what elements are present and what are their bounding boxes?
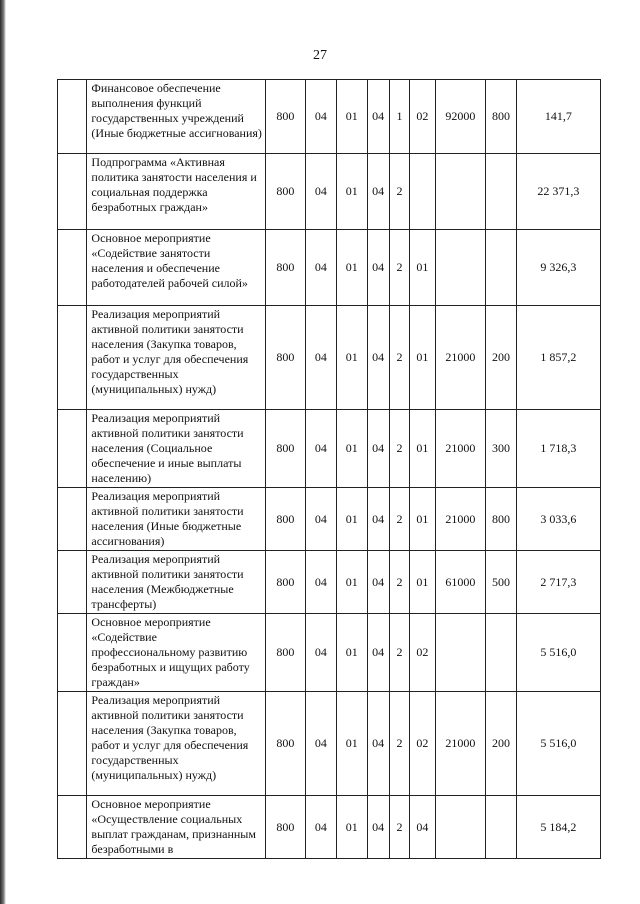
ministry-code: 800 (266, 230, 306, 306)
program-code: 04 (367, 614, 389, 692)
direction-code: 92000 (435, 80, 486, 154)
direction-code (435, 154, 486, 230)
direction-code: 21000 (435, 488, 486, 551)
section-code: 04 (305, 551, 336, 614)
direction-code: 21000 (435, 306, 486, 410)
subsection-code: 01 (337, 154, 367, 230)
amount: 141,7 (516, 80, 600, 154)
item-name: Основное мероприятие «Содействие профессиональному развитию безработных и ищущих работу граждан» (87, 614, 266, 692)
budget-table (57, 79, 601, 859)
item-name: Основное мероприятие «Содействие занятости населения и обеспечение работодателей рабочей силой» (87, 230, 266, 306)
expense-type-code (486, 614, 516, 692)
measure-code: 01 (410, 230, 435, 306)
program-code: 04 (367, 154, 389, 230)
item-name: Основное мероприятие «Осуществление социальных выплат гражданам, признанным безработными в (87, 796, 266, 859)
subsection-code: 01 (337, 796, 367, 859)
subsection-code: 01 (337, 306, 367, 410)
table-row (58, 410, 601, 488)
program-code: 04 (367, 410, 389, 488)
subprogram-code: 2 (389, 488, 409, 551)
subsection-code: 01 (337, 692, 367, 796)
row-indent-cell (58, 796, 87, 859)
program-code: 04 (367, 230, 389, 306)
row-indent-cell (58, 410, 87, 488)
table-row (58, 80, 601, 154)
section-code: 04 (305, 230, 336, 306)
amount: 2 717,3 (516, 551, 600, 614)
item-name: Подпрограмма «Активная политика занятости населения и социальная поддержка безработных граждан» (87, 154, 266, 230)
expense-type-code (486, 230, 516, 306)
subsection-code: 01 (337, 230, 367, 306)
ministry-code: 800 (266, 410, 306, 488)
program-code: 04 (367, 306, 389, 410)
measure-code: 02 (410, 692, 435, 796)
ministry-code: 800 (266, 692, 306, 796)
subsection-code: 01 (337, 614, 367, 692)
expense-type-code: 300 (486, 410, 516, 488)
direction-code: 61000 (435, 551, 486, 614)
amount: 5 516,0 (516, 614, 600, 692)
row-indent-cell (58, 230, 87, 306)
program-code: 04 (367, 488, 389, 551)
table-row (58, 488, 601, 551)
subprogram-code: 2 (389, 614, 409, 692)
row-indent-cell (58, 306, 87, 410)
table-row (58, 796, 601, 859)
row-indent-cell (58, 488, 87, 551)
table-row (58, 230, 601, 306)
expense-type-code (486, 796, 516, 859)
item-name: Реализация мероприятий активной политики занятости населения (Иные бюджетные ассигнования) (87, 488, 266, 551)
direction-code (435, 614, 486, 692)
amount: 3 033,6 (516, 488, 600, 551)
program-code: 04 (367, 796, 389, 859)
section-code: 04 (305, 796, 336, 859)
measure-code: 04 (410, 796, 435, 859)
measure-code: 01 (410, 551, 435, 614)
subprogram-code: 2 (389, 230, 409, 306)
program-code: 04 (367, 551, 389, 614)
amount: 1 857,2 (516, 306, 600, 410)
section-code: 04 (305, 488, 336, 551)
section-code: 04 (305, 80, 336, 154)
subsection-code: 01 (337, 488, 367, 551)
ministry-code: 800 (266, 154, 306, 230)
subprogram-code: 2 (389, 796, 409, 859)
scan-edge-shadow (0, 0, 6, 904)
ministry-code: 800 (266, 488, 306, 551)
measure-code: 01 (410, 488, 435, 551)
expense-type-code: 200 (486, 306, 516, 410)
row-indent-cell (58, 80, 87, 154)
expense-type-code: 200 (486, 692, 516, 796)
ministry-code: 800 (266, 614, 306, 692)
table-row (58, 306, 601, 410)
amount: 5 184,2 (516, 796, 600, 859)
amount: 22 371,3 (516, 154, 600, 230)
page-number: 27 (313, 48, 327, 63)
measure-code: 01 (410, 306, 435, 410)
subprogram-code: 2 (389, 154, 409, 230)
direction-code (435, 796, 486, 859)
measure-code: 02 (410, 614, 435, 692)
section-code: 04 (305, 154, 336, 230)
subsection-code: 01 (337, 410, 367, 488)
amount: 1 718,3 (516, 410, 600, 488)
subprogram-code: 2 (389, 551, 409, 614)
program-code: 04 (367, 692, 389, 796)
measure-code: 01 (410, 410, 435, 488)
ministry-code: 800 (266, 796, 306, 859)
row-indent-cell (58, 692, 87, 796)
subprogram-code: 2 (389, 306, 409, 410)
amount: 5 516,0 (516, 692, 600, 796)
subprogram-code: 2 (389, 692, 409, 796)
row-indent-cell (58, 154, 87, 230)
item-name: Реализация мероприятий активной политики занятости населения (Закупка товаров, работ и услуг для обеспечения государственных (муниципальных) нужд) (87, 306, 266, 410)
direction-code: 21000 (435, 410, 486, 488)
direction-code: 21000 (435, 692, 486, 796)
section-code: 04 (305, 614, 336, 692)
expense-type-code: 500 (486, 551, 516, 614)
subsection-code: 01 (337, 80, 367, 154)
section-code: 04 (305, 692, 336, 796)
item-name: Реализация мероприятий активной политики занятости населения (Межбюджетные трансферты) (87, 551, 266, 614)
expense-type-code: 800 (486, 80, 516, 154)
subsection-code: 01 (337, 551, 367, 614)
section-code: 04 (305, 410, 336, 488)
item-name: Финансовое обеспечение выполнения функций государственных учреждений (Иные бюджетные ассигнования) (87, 80, 266, 154)
measure-code: 02 (410, 80, 435, 154)
section-code: 04 (305, 306, 336, 410)
table-row (58, 551, 601, 614)
item-name: Реализация мероприятий активной политики занятости населения (Социальное обеспечение и иные выплаты населению) (87, 410, 266, 488)
expense-type-code: 800 (486, 488, 516, 551)
ministry-code: 800 (266, 306, 306, 410)
ministry-code: 800 (266, 551, 306, 614)
amount: 9 326,3 (516, 230, 600, 306)
row-indent-cell (58, 614, 87, 692)
direction-code (435, 230, 486, 306)
table-row (58, 614, 601, 692)
table-row (58, 692, 601, 796)
item-name: Реализация мероприятий активной политики занятости населения (Закупка товаров, работ и услуг для обеспечения государственных (муниципальных) нужд) (87, 692, 266, 796)
subprogram-code: 1 (389, 80, 409, 154)
expense-type-code (486, 154, 516, 230)
measure-code (410, 154, 435, 230)
table-row (58, 154, 601, 230)
program-code: 04 (367, 80, 389, 154)
ministry-code: 800 (266, 80, 306, 154)
row-indent-cell (58, 551, 87, 614)
subprogram-code: 2 (389, 410, 409, 488)
